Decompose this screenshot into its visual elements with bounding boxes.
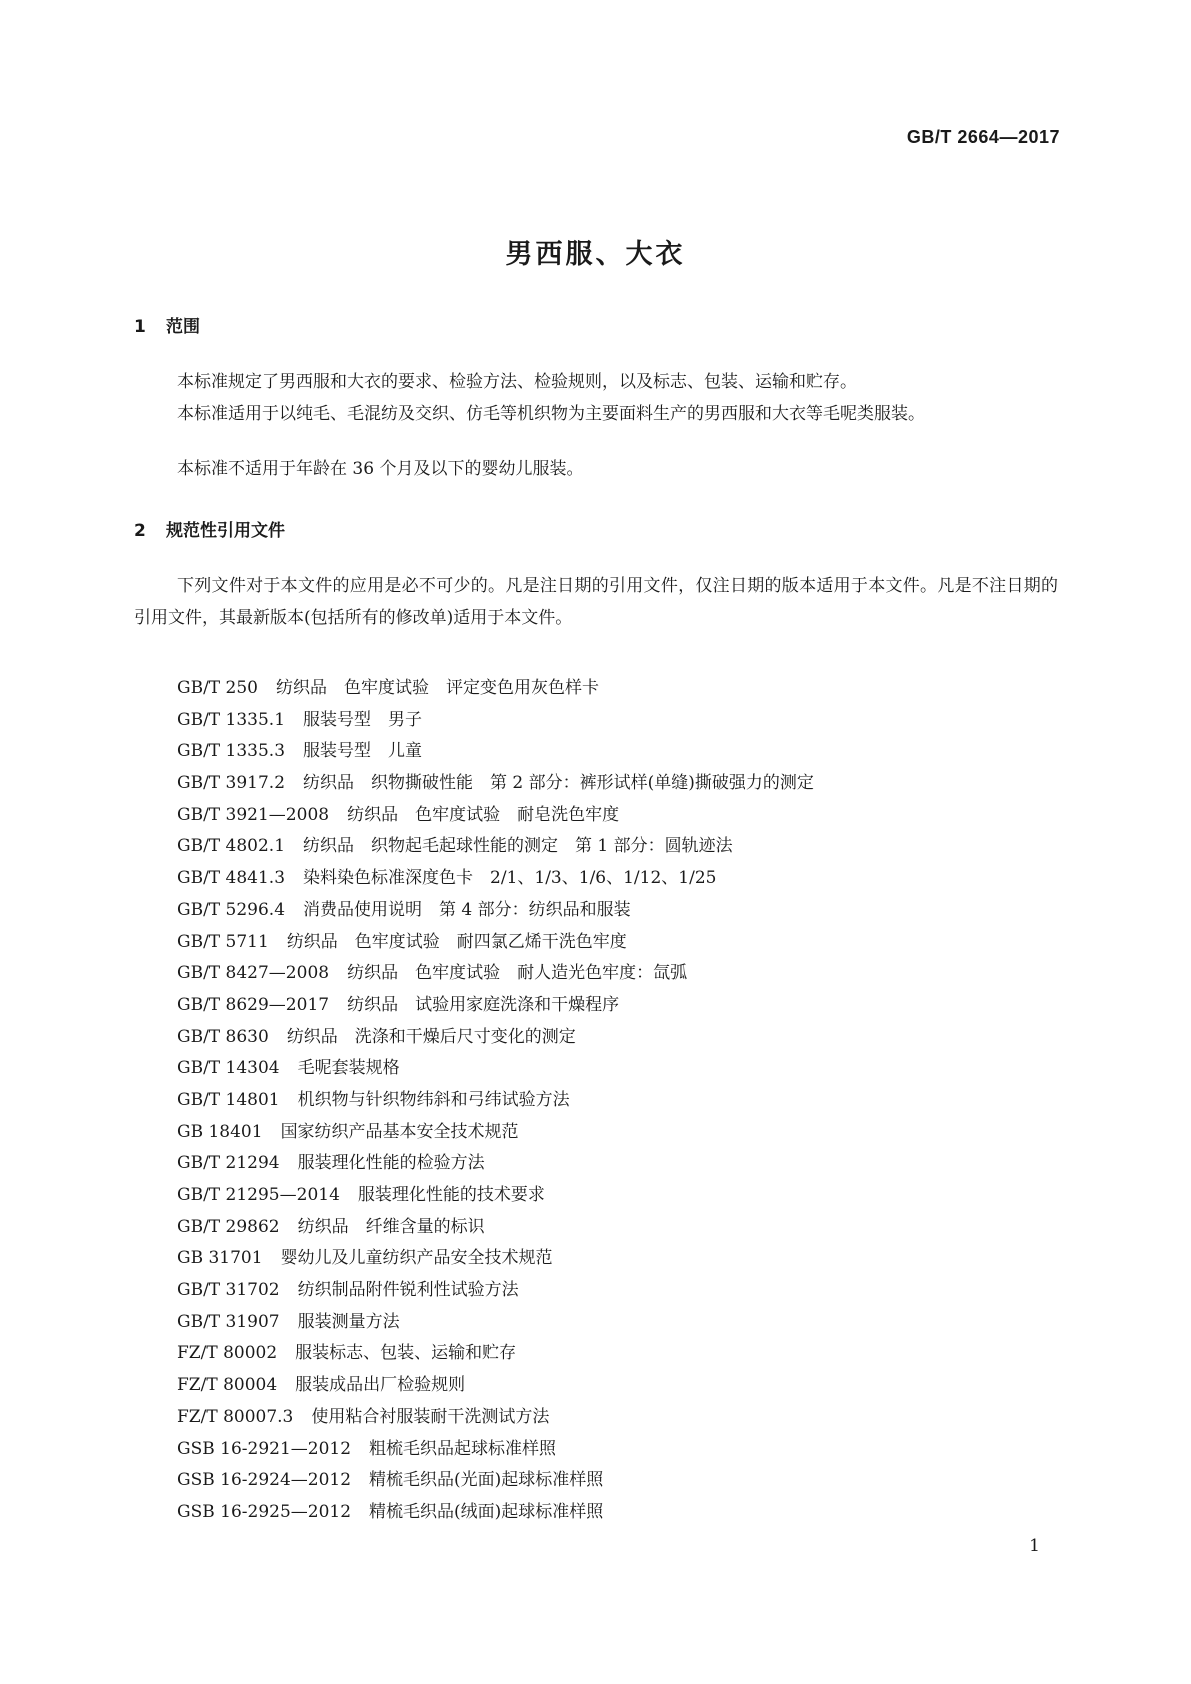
- reference-title: 服装号型 男子: [303, 709, 423, 730]
- reference-code: GB/T 3921—2008: [177, 804, 330, 825]
- reference-code: GB/T 250: [177, 678, 258, 698]
- reference-title: 精梳毛织品(光面)起球标准样照: [369, 1470, 604, 1491]
- reference-code: FZ/T 80004: [177, 1375, 278, 1396]
- reference-item: [177, 1497, 814, 1529]
- reference-item: [177, 1180, 814, 1212]
- reference-item: [177, 800, 814, 832]
- reference-item: [177, 1402, 814, 1434]
- reference-code: FZ/T 80007.3: [177, 1406, 294, 1427]
- reference-code: GB/T 31907: [177, 1311, 280, 1332]
- reference-item: [177, 1117, 814, 1149]
- section-number: 1: [134, 317, 146, 337]
- paragraph: 本标准适用于以纯毛、毛混纺及交织、仿毛等机织物为主要面料生产的男西服和大衣等毛呢类服装。: [177, 404, 925, 424]
- paragraph: 本标准规定了男西服和大衣的要求、检验方法、检验规则，以及标志、包装、运输和贮存。: [177, 372, 857, 392]
- reference-title: 服装测量方法: [297, 1311, 400, 1332]
- reference-code: FZ/T 80002: [177, 1343, 278, 1364]
- reference-item: [177, 1465, 814, 1497]
- reference-item: [177, 1338, 814, 1370]
- reference-code: GB/T 1335.3: [177, 741, 286, 762]
- paragraph: 下列文件对于本文件的应用是必不可少的。凡是注日期的引用文件，仅注日期的版本适用于本文件。凡是不注日期的引用文件，其最新版本(包括所有的修改单)适用于本文件。: [134, 576, 1058, 628]
- reference-item: [177, 768, 814, 800]
- reference-code: GB/T 4802.1: [177, 836, 286, 857]
- reference-item: [177, 895, 814, 927]
- reference-title: 纺织品 洗涤和干燥后尺寸变化的测定: [286, 1026, 576, 1047]
- reference-code: GB/T 5711: [177, 931, 269, 952]
- reference-title: 纺织品 色牢度试验 评定变色用灰色样卡: [276, 678, 599, 698]
- reference-item: [177, 1148, 814, 1180]
- reference-code: GB/T 29862: [177, 1216, 280, 1237]
- section-1-heading: [134, 312, 200, 337]
- reference-title: 纺织品 纤维含量的标识: [297, 1216, 485, 1237]
- reference-item: [177, 1275, 814, 1307]
- reference-item: [177, 1022, 814, 1054]
- reference-code: GSB 16-2925—2012: [177, 1501, 352, 1522]
- reference-title: 消费品使用说明 第 4 部分：纺织品和服装: [303, 899, 631, 920]
- reference-item: [177, 705, 814, 737]
- reference-item: [177, 1085, 814, 1117]
- reference-code: GB/T 5296.4: [177, 899, 286, 920]
- reference-title: 机织物与针织物纬斜和弓纬试验方法: [297, 1089, 570, 1110]
- reference-title: 纺织制品附件锐利性试验方法: [297, 1280, 519, 1301]
- reference-item: [177, 1243, 814, 1275]
- reference-title: 精梳毛织品(绒面)起球标准样照: [369, 1501, 604, 1522]
- reference-title: 服装理化性能的检验方法: [297, 1153, 485, 1174]
- reference-title: 国家纺织产品基本安全技术规范: [280, 1121, 519, 1142]
- section-title: 范围: [166, 317, 200, 337]
- reference-item: [177, 927, 814, 959]
- reference-title: 纺织品 色牢度试验 耐人造光色牢度：氙弧: [347, 963, 688, 984]
- reference-item: [177, 831, 814, 863]
- reference-code: GB/T 21294: [177, 1153, 280, 1174]
- reference-title: 婴幼儿及儿童纺织产品安全技术规范: [280, 1248, 553, 1269]
- reference-code: GSB 16-2921—2012: [177, 1438, 352, 1459]
- reference-item: [177, 990, 814, 1022]
- reference-code: GB 18401: [177, 1121, 263, 1142]
- reference-title: 纺织品 试验用家庭洗涤和干燥程序: [347, 994, 620, 1015]
- reference-title: 服装成品出厂检验规则: [295, 1375, 466, 1396]
- paragraph: 本标准不适用于年龄在 36 个月及以下的婴幼儿服装。: [177, 459, 584, 479]
- reference-title: 服装理化性能的技术要求: [357, 1185, 545, 1205]
- reference-title: 粗梳毛织品起球标准样照: [369, 1438, 557, 1459]
- reference-title: 服装标志、包装、运输和贮存: [295, 1343, 517, 1364]
- reference-code: GB/T 4841.3: [177, 868, 286, 889]
- reference-code: GB/T 3917.2: [177, 773, 286, 794]
- reference-title: 纺织品 色牢度试验 耐四氯乙烯干洗色牢度: [286, 931, 627, 952]
- normative-references-list: [177, 673, 814, 1529]
- reference-code: GSB 16-2924—2012: [177, 1470, 352, 1491]
- reference-code: GB/T 31702: [177, 1280, 280, 1301]
- reference-title: 毛呢套装规格: [297, 1058, 400, 1079]
- reference-title: 服装号型 儿童: [303, 741, 423, 762]
- reference-item: [177, 863, 814, 895]
- reference-item: [177, 1370, 814, 1402]
- reference-title: 纺织品 织物撕破性能 第 2 部分：裤形试样(单缝)撕破强力的测定: [303, 773, 814, 794]
- reference-title: 纺织品 织物起毛起球性能的测定 第 1 部分：圆轨迹法: [303, 836, 733, 857]
- reference-item: [177, 1307, 814, 1339]
- section-number: 2: [134, 521, 146, 541]
- reference-code: GB/T 8427—2008: [177, 963, 330, 984]
- section-2-heading: [134, 516, 285, 541]
- document-title: 男西服、大衣: [505, 239, 686, 270]
- reference-code: GB/T 8630: [177, 1026, 269, 1047]
- reference-item: [177, 736, 814, 768]
- reference-code: GB/T 1335.1: [177, 709, 286, 730]
- reference-item: [177, 1053, 814, 1085]
- reference-title: 染料染色标准深度色卡 2/1、1/3、1/6、1/12、1/25: [303, 868, 717, 889]
- reference-title: 纺织品 色牢度试验 耐皂洗色牢度: [347, 804, 620, 825]
- reference-item: [177, 1434, 814, 1466]
- reference-code: GB/T 14304: [177, 1058, 280, 1079]
- standard-code: GB/T 2664—2017: [906, 127, 1060, 147]
- reference-code: GB/T 14801: [177, 1089, 280, 1110]
- page-number: 1: [1029, 1536, 1040, 1556]
- reference-code: GB 31701: [177, 1248, 263, 1269]
- section-title: 规范性引用文件: [166, 521, 285, 541]
- reference-item: [177, 1212, 814, 1244]
- reference-title: 使用粘合衬服装耐干洗测试方法: [311, 1406, 550, 1427]
- reference-code: GB/T 8629—2017: [177, 994, 330, 1015]
- reference-code: GB/T 21295—2014: [177, 1185, 340, 1205]
- reference-item: [177, 673, 814, 705]
- reference-item: [177, 958, 814, 990]
